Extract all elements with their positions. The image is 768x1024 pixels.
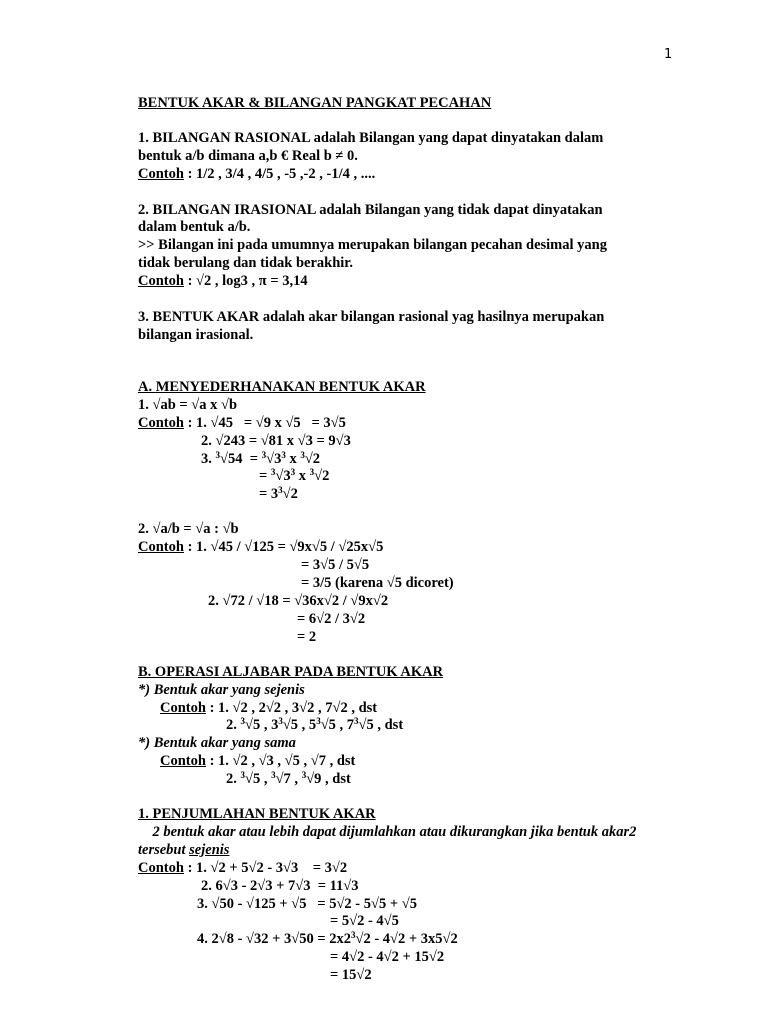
example-a1-text: : 1. √45 = √9 x √5 = 3√5 <box>183 415 346 431</box>
irrational-example <box>138 272 308 290</box>
irrational-note-1: >> Bilangan ini pada umumnya merupakan bilangan pecahan desimal yang <box>138 237 607 253</box>
similar-roots-example-1-text: : 1. √2 , 2√2 , 3√2 , 7√2 , dst <box>205 700 378 716</box>
same-roots-example-2: 2. $^3$√5 , $^3$√7 , $^3$√9 , dst <box>226 770 351 787</box>
example-a2: 2. √243 = √81 x √3 = 9√3 <box>201 433 351 449</box>
section-a-heading: A. MENYEDERHANAKAN BENTUK AKAR <box>138 379 426 395</box>
contoh-label: Contoh <box>160 753 206 769</box>
example-b2: 2. √72 / √18 = √36x√2 / √9x√2 <box>208 593 389 609</box>
contoh-label: Contoh <box>160 700 206 716</box>
example-b1 <box>138 538 383 556</box>
rule-a2: 2. √a/b = √a : √b <box>138 521 239 537</box>
addition-example-3: 3. √50 - √125 + √5 = 5√2 - 5√5 + √5 <box>197 896 417 912</box>
example-b1-step2: = 3√5 / 5√5 <box>301 557 370 573</box>
rule-a1: 1. √ab = √a x √b <box>138 397 238 413</box>
irrational-definition-2: dalam bentuk a/b. <box>138 219 251 235</box>
addition-example-3-step2: = 5√2 - 4√5 <box>330 913 399 929</box>
rational-definition-1: 1. BILANGAN RASIONAL adalah Bilangan yang dapat dinyatakan dalam <box>138 130 604 146</box>
addition-example-4-step2: = 4√2 - 4√2 + 15√2 <box>330 949 445 965</box>
irrational-example-text: : √2 , log3 , π = 3,14 <box>183 273 308 289</box>
same-roots-heading: *) Bentuk akar yang sama <box>138 735 296 751</box>
contoh-label: Contoh <box>138 166 184 182</box>
example-b2-step3: = 2 <box>297 629 317 645</box>
example-a3: 3. $^3√54 = ^3√3^3$ x $^3$√2 <box>201 450 321 467</box>
contoh-label: Contoh <box>138 539 184 555</box>
same-roots-example-1-text: : 1. √2 , √3 , √5 , √7 , dst <box>205 753 356 769</box>
section-b-heading: B. OPERASI ALJABAR PADA BENTUK AKAR <box>138 664 444 680</box>
rational-example <box>138 165 375 183</box>
example-a1 <box>138 414 346 432</box>
contoh-label: Contoh <box>138 860 184 876</box>
contoh-label: Contoh <box>138 415 184 431</box>
example-b1-text: : 1. √45 / √125 = √9x√5 / √25x√5 <box>183 539 384 555</box>
addition-rule-2: tersebut sejenis <box>138 842 230 858</box>
similar-roots-example-2: 2. $^3$√5 , $3^3√5$ , $5^3√5$ , $7^3√5$ , dst <box>226 716 404 733</box>
example-a3-step3: = $3^3√2$ <box>259 485 298 502</box>
addition-rule-1: 2 bentuk akar atau lebih dapat dijumlahkan atau dikurangkan jika bentuk akar2 <box>138 824 637 840</box>
irrational-definition-1: 2. BILANGAN IRASIONAL adalah Bilangan yang tidak dapat dinyatakan <box>138 202 603 218</box>
rational-definition-2: bentuk a/b dimana a,b € Real b ≠ 0. <box>138 148 358 164</box>
example-a3-step2: = $^3√3^3$ x $^3$√2 <box>259 467 330 484</box>
example-b1-step3: = 3/5 (karena √5 dicoret) <box>301 575 454 591</box>
similar-roots-heading: *) Bentuk akar yang sejenis <box>138 682 305 698</box>
page-title: BENTUK AKAR & BILANGAN PANGKAT PECAHAN <box>138 95 492 111</box>
similar-roots-example-1 <box>160 699 377 717</box>
addition-example-4: 4. $2√8 - √32 + 3√50 = 2x2^3√2 - 4√2 + 3x5√2$ <box>197 930 458 947</box>
addition-example-2: 2. 6√3 - 2√3 + 7√3 = 11√3 <box>201 878 359 894</box>
root-form-definition-2: bilangan irasional. <box>138 327 254 343</box>
page-number: 1 <box>664 47 673 62</box>
addition-example-4-step3: = 15√2 <box>330 967 372 983</box>
addition-heading: 1. PENJUMLAHAN BENTUK AKAR <box>138 806 376 822</box>
contoh-label: Contoh <box>138 273 184 289</box>
addition-example-1 <box>138 859 347 877</box>
same-roots-example-1 <box>160 752 355 770</box>
addition-example-1-text: : 1. √2 + 5√2 - 3√3 = 3√2 <box>183 860 348 876</box>
example-b2-step2: = 6√2 / 3√2 <box>297 611 366 627</box>
irrational-note-2: tidak berulang dan tidak berakhir. <box>138 255 354 271</box>
rational-example-text: : 1/2 , 3/4 , 4/5 , -5 ,-2 , -1/4 , .... <box>183 166 376 182</box>
root-form-definition-1: 3. BENTUK AKAR adalah akar bilangan rasional yag hasilnya merupakan <box>138 309 605 325</box>
